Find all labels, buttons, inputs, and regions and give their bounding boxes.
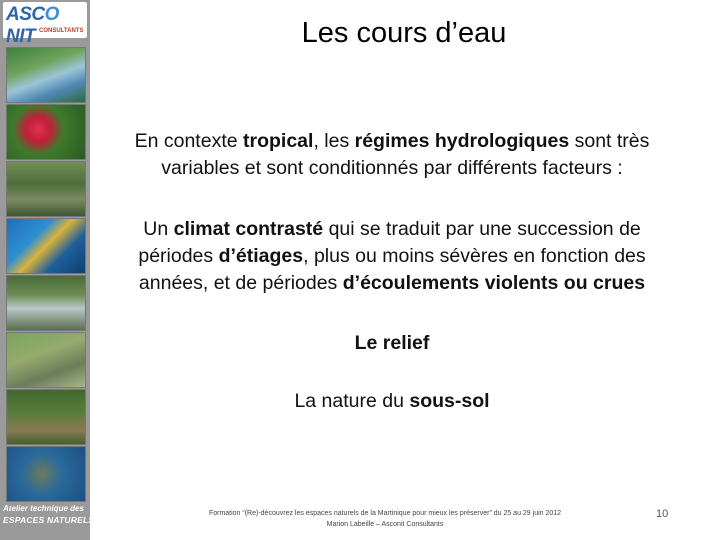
boardwalk-photo (6, 389, 86, 445)
forest-photo (6, 161, 86, 217)
bold-text: d’écoulements violents ou crues (342, 272, 646, 294)
river-photo (6, 275, 86, 331)
sea-turtle-photo (6, 446, 86, 502)
sidebar-caption (3, 504, 95, 534)
page-number: 10 (656, 508, 669, 520)
slide-footer (160, 508, 610, 530)
paragraph-intro (104, 128, 680, 182)
sidebar (0, 0, 95, 540)
logo-subtitle: CONSULTANTS (39, 28, 84, 34)
caption-line-1: Atelier technique des (3, 504, 84, 513)
paragraph-subsoil (104, 388, 680, 415)
coral-reef-photo (6, 218, 86, 274)
bold-text: sous-sol (409, 390, 490, 412)
bold-text: climat contrasté (173, 218, 324, 240)
text: sont très variables et sont conditionnés par différents facteurs : (161, 130, 650, 179)
footer-line-1: Formation “(Re)-découvrez les espaces naturels de la Martinique pour mieux les préserver” du 25 au 29 juin 2012 (208, 510, 562, 517)
text: La nature du (294, 390, 410, 412)
logo-text-start: ASC (6, 4, 45, 25)
coastline-photo (6, 47, 86, 103)
paragraph-relief (104, 330, 680, 357)
bold-text: tropical (243, 130, 314, 152)
slide-title: Les cours d’eau (301, 17, 507, 49)
iguana-photo (6, 332, 86, 388)
asconit-logo (3, 2, 87, 47)
text: , les (313, 130, 355, 152)
paragraph-climate (104, 216, 680, 297)
text: Un (143, 218, 174, 240)
bold-text: régimes hydrologiques (354, 130, 570, 152)
bold-text: d’étiages (218, 245, 304, 267)
logo-text-end: NIT (6, 26, 36, 47)
text: qui se traduit par une succession de périodes (138, 218, 641, 267)
caption-line-2: ESPACES NATURELS (3, 515, 95, 525)
logo-text-o: O (44, 4, 59, 25)
red-flower-photo (6, 104, 86, 160)
text: , plus ou moins sévères en fonction des années, et de périodes (138, 245, 646, 294)
text: En contexte (134, 130, 243, 152)
logo-wordmark (6, 4, 87, 48)
footer-line-2: Marion Labeille – Asconit Consultants (326, 521, 444, 528)
bold-text: Le relief (354, 332, 430, 354)
